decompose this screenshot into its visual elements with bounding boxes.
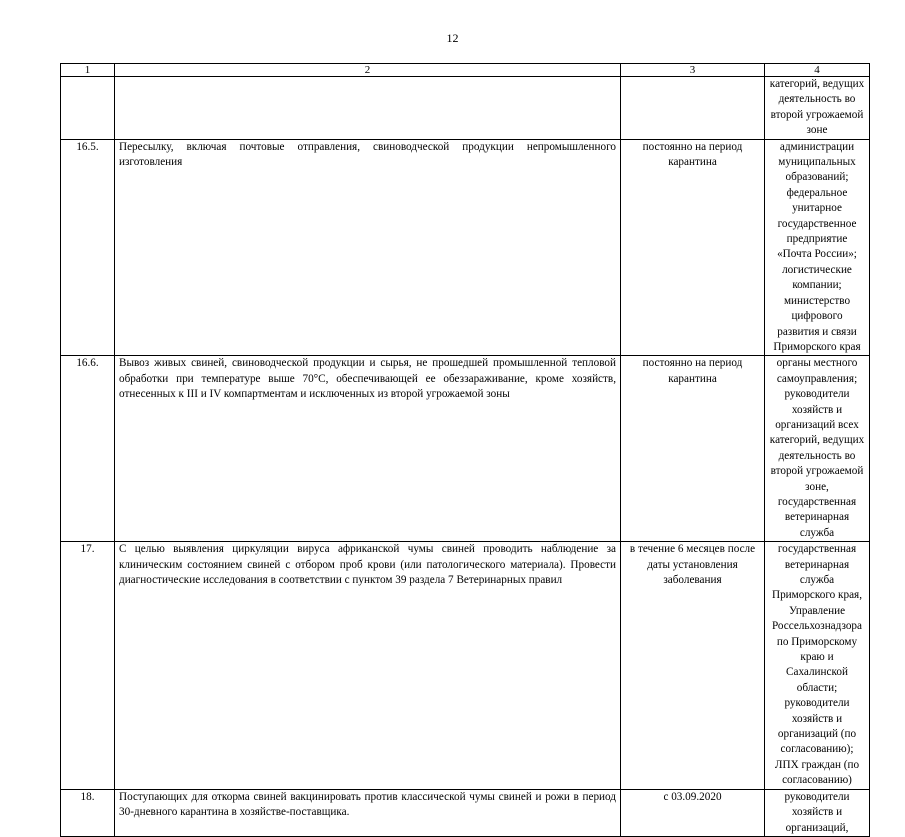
- table-row: [61, 139, 870, 356]
- term-text: [621, 77, 765, 140]
- responsible-text: категорий, ведущих деятельность во второй угрожаемой зоне: [765, 77, 870, 140]
- responsible-text: руководители хозяйств и организаций,: [765, 789, 870, 836]
- column-header-2: 2: [115, 64, 621, 77]
- row-number: 17.: [61, 542, 115, 790]
- term-text: постоянно на период карантина: [621, 356, 765, 542]
- page-number: 12: [446, 31, 459, 45]
- table-row: [61, 542, 870, 790]
- measures-table: [60, 63, 870, 837]
- term-text: с 03.09.2020: [621, 789, 765, 836]
- responsible-text: администрации муниципальных образований; федеральное унитарное государственное предприятие «Почта России»; логистические компании; министерство цифрового развития и связи Приморского края: [765, 139, 870, 356]
- column-header-1: 1: [61, 64, 115, 77]
- row-number: 18.: [61, 789, 115, 836]
- measure-text: Поступающих для откорма свиней вакцинировать против классической чумы свиней и рожи в период 30-дневного карантина в хозяйстве-поставщика.: [115, 789, 621, 836]
- table-row: [61, 356, 870, 542]
- term-text: в течение 6 месяцев после даты установления заболевания: [621, 542, 765, 790]
- table-header-row: [61, 64, 870, 77]
- measure-text: Вывоз живых свиней, свиноводческой продукции и сырья, не прошедшей промышленной тепловой обработки при температуре выше 70°С, обеспечивающей ее обеззараживание, кроме хозяйств, отнесенных к III и IV компартментам и исключенных из второй угрожаемой зоны: [115, 356, 621, 542]
- row-number: [61, 77, 115, 140]
- column-header-4: 4: [765, 64, 870, 77]
- measure-text: С целью выявления циркуляции вируса африканской чумы свиней проводить наблюдение за клиническим состоянием свиней с отбором проб крови (или патологического материала). Провести диагностические исследования в соответствии с пунктом 39 раздела 7 Ветеринарных правил: [115, 542, 621, 790]
- term-text: постоянно на период карантина: [621, 139, 765, 356]
- row-number: 16.5.: [61, 139, 115, 356]
- row-number: 16.6.: [61, 356, 115, 542]
- column-header-3: 3: [621, 64, 765, 77]
- responsible-text: органы местного самоуправления; руководители хозяйств и организаций всех категорий, ведущих деятельность во второй угрожаемой зоне, государственная ветеринарная служба: [765, 356, 870, 542]
- table-row: [61, 77, 870, 140]
- measure-text: Пересылку, включая почтовые отправления, свиноводческой продукции непромышленного изготовления: [115, 139, 621, 356]
- table-row: [61, 789, 870, 836]
- measure-text: [115, 77, 621, 140]
- responsible-text: государственная ветеринарная служба Приморского края, Управление Россельхознадзора по Приморскому краю и Сахалинской области; руководители хозяйств и организаций (по согласованию); ЛПХ граждан (по согласованию): [765, 542, 870, 790]
